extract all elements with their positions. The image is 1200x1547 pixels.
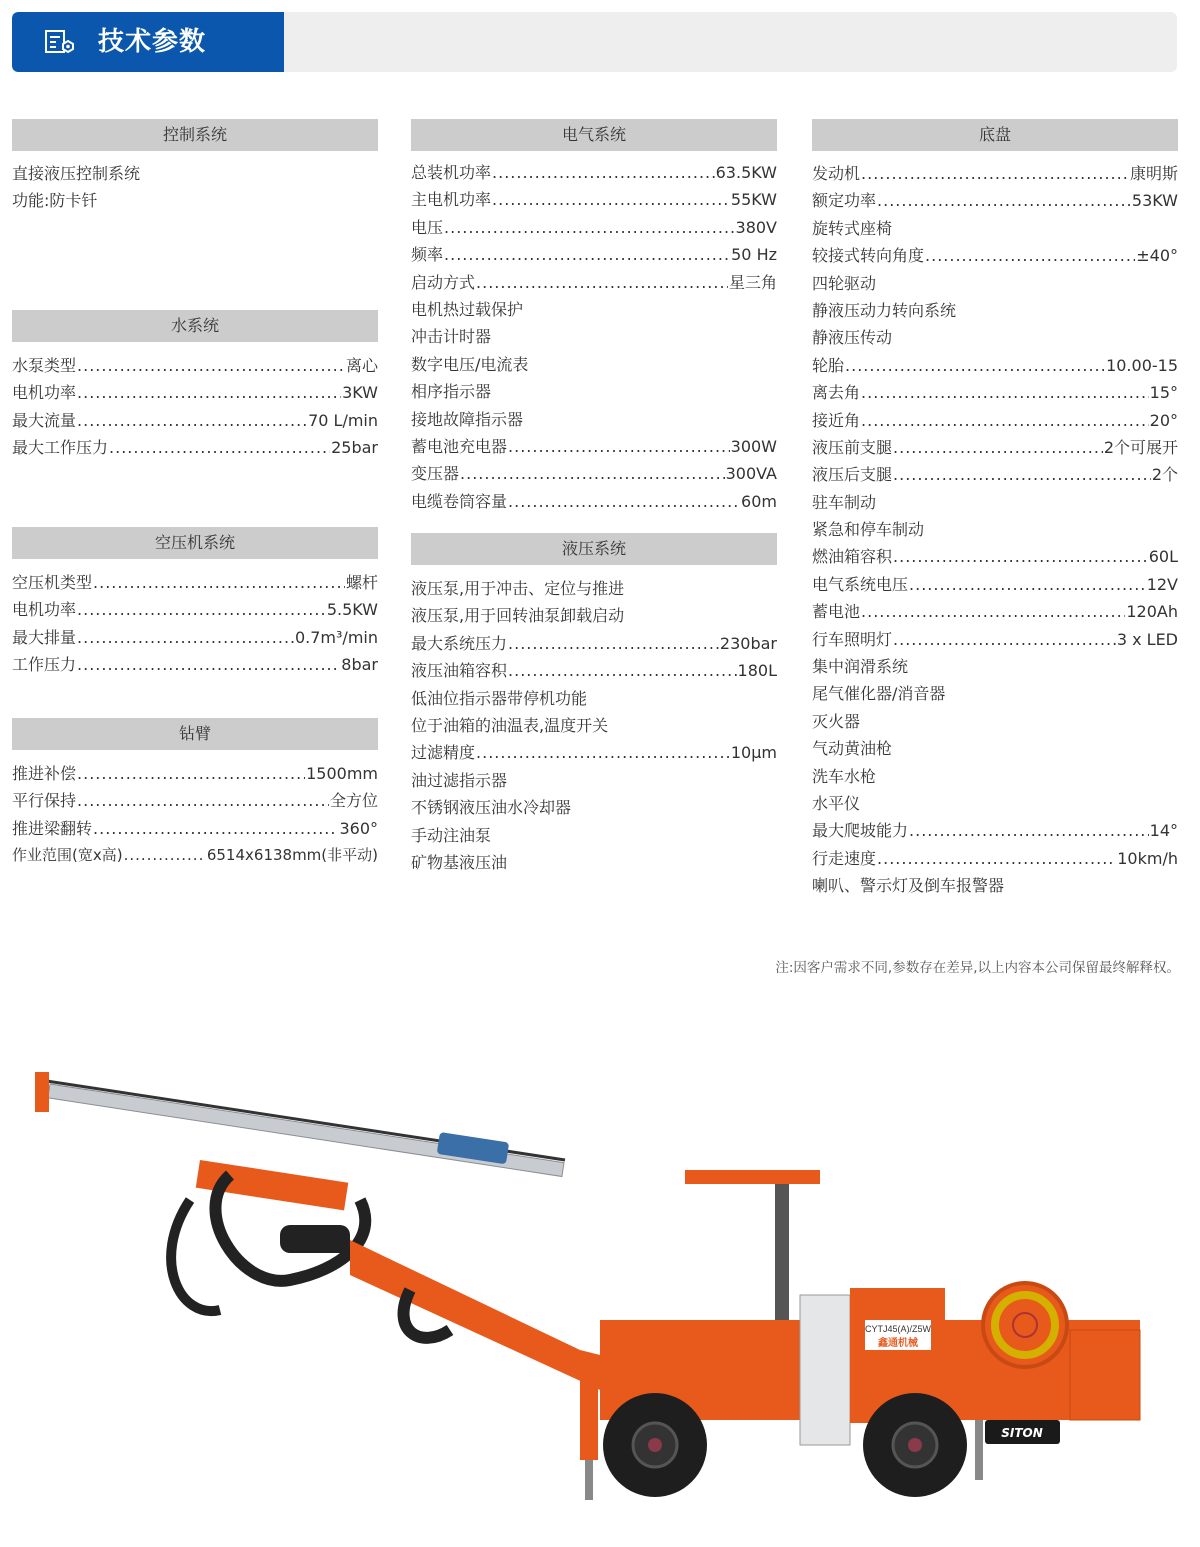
spec-list xyxy=(12,342,378,462)
dot-leader xyxy=(508,488,740,515)
spec-row xyxy=(812,160,1178,187)
spec-row xyxy=(812,598,1178,625)
spec-label: 较接式转向角度 xyxy=(812,246,925,266)
spec-value: 180L xyxy=(737,661,777,681)
drill-boom-graphic xyxy=(35,1072,620,1500)
dot-leader xyxy=(77,760,305,787)
spec-value: 5.5KW xyxy=(326,600,378,620)
spec-row xyxy=(812,571,1178,598)
spec-label: 启动方式 xyxy=(411,272,476,292)
spec-label: 推进梁翻转 xyxy=(12,818,93,838)
spec-label: 电缆卷筒容量 xyxy=(411,491,508,511)
dot-leader xyxy=(492,186,730,213)
spec-row xyxy=(812,242,1178,269)
spec-row xyxy=(812,735,1178,762)
section-header: 电气系统 xyxy=(411,119,777,151)
spec-row xyxy=(812,817,1178,844)
spec-label: 额定功率 xyxy=(812,191,877,211)
spec-label: 静液压动力转向系统 xyxy=(812,300,957,320)
spec-row xyxy=(411,241,777,268)
dot-leader xyxy=(861,598,1125,625)
spec-label: 工作压力 xyxy=(12,655,77,675)
spec-label: 液压油箱容积 xyxy=(411,661,508,681)
spec-label: 驻车制动 xyxy=(812,492,877,512)
spec-row xyxy=(812,763,1178,790)
dot-leader xyxy=(925,242,1135,269)
dot-leader xyxy=(77,651,340,678)
title-bar xyxy=(12,12,1177,72)
spec-label: 紧急和停车制动 xyxy=(812,520,925,540)
spec-value: 0.7m³/min xyxy=(294,627,378,647)
dot-leader xyxy=(492,159,715,186)
spec-row xyxy=(411,685,777,712)
spec-row xyxy=(12,815,378,842)
spec-value: 70 L/min xyxy=(308,410,378,430)
spec-label: 灭火器 xyxy=(812,711,861,731)
spec-row xyxy=(411,460,777,487)
page-title: 技术参数 xyxy=(98,27,207,57)
spec-label: 水平仪 xyxy=(812,793,861,813)
spec-value: 360° xyxy=(339,818,378,838)
dot-leader xyxy=(508,630,719,657)
spec-value: 10.00-15 xyxy=(1106,355,1178,375)
spec-value: 300W xyxy=(730,436,777,456)
spec-row xyxy=(411,822,777,849)
spec-label: 集中润滑系统 xyxy=(812,657,909,677)
spec-row xyxy=(812,872,1178,899)
spec-value: 60m xyxy=(741,491,777,511)
disclaimer-note: 注:因客户需求不同,参数存在差异,以上内容本公司保留最终解释权。 xyxy=(775,960,1180,976)
brand-en-label: SITON xyxy=(1001,1426,1043,1440)
spec-label: 功能:防卡钎 xyxy=(12,191,98,211)
spec-row xyxy=(411,712,777,739)
spec-label: 油过滤指示器 xyxy=(411,770,508,790)
section-header: 控制系统 xyxy=(12,119,378,151)
spec-row xyxy=(411,602,777,629)
spec-label: 不锈钢液压油水冷却器 xyxy=(411,798,572,818)
brand-cn-label: 鑫通机械 xyxy=(878,1338,918,1349)
dot-leader xyxy=(508,657,737,684)
dot-leader xyxy=(909,817,1149,844)
spec-row xyxy=(411,794,777,821)
spec-row xyxy=(12,596,378,623)
spec-label: 接地故障指示器 xyxy=(411,409,524,429)
spec-value: 15° xyxy=(1149,383,1178,403)
spec-value: 380V xyxy=(735,217,777,237)
spec-list xyxy=(411,565,777,876)
dot-leader xyxy=(124,842,206,869)
spec-row xyxy=(812,543,1178,570)
spec-value: 3 x LED xyxy=(1116,629,1178,649)
spec-label: 燃油箱容积 xyxy=(812,547,893,567)
spec-label: 液压前支腿 xyxy=(812,437,893,457)
spec-label: 尾气催化器/消音器 xyxy=(812,684,946,704)
spec-row xyxy=(411,323,777,350)
chassis-graphic xyxy=(600,1170,1140,1497)
spec-row xyxy=(411,186,777,213)
spec-label: 发动机 xyxy=(812,164,861,183)
spec-label: 喇叭、警示灯及倒车报警器 xyxy=(812,876,1005,896)
spec-row xyxy=(812,708,1178,735)
section-control-system xyxy=(12,119,378,215)
spec-row xyxy=(812,324,1178,351)
spec-label: 离去角 xyxy=(812,383,861,403)
section-water-system xyxy=(12,310,378,462)
dot-leader xyxy=(877,845,1116,872)
spec-label: 总装机功率 xyxy=(411,163,492,182)
dot-leader xyxy=(476,739,730,766)
spec-value: 25bar xyxy=(331,438,378,458)
section-header: 钻臂 xyxy=(12,718,378,750)
drill-rig-illustration xyxy=(20,1060,1180,1530)
dot-leader xyxy=(444,214,735,241)
spec-value: 20° xyxy=(1149,410,1178,430)
spec-row xyxy=(411,406,777,433)
spec-value: 63.5KW xyxy=(715,163,777,182)
spec-row xyxy=(12,760,378,787)
spec-row xyxy=(812,297,1178,324)
spec-label: 蓄电池 xyxy=(812,602,861,622)
spec-label: 液压泵,用于冲击、定位与推进 xyxy=(411,579,625,598)
section-header: 水系统 xyxy=(12,310,378,342)
spec-row xyxy=(411,378,777,405)
spec-row xyxy=(411,488,777,515)
dot-leader xyxy=(476,269,728,296)
spec-row xyxy=(411,351,777,378)
spec-row xyxy=(812,790,1178,817)
spec-row xyxy=(411,739,777,766)
spec-value: 8bar xyxy=(341,655,378,675)
spec-row xyxy=(812,407,1178,434)
spec-label: 冲击计时器 xyxy=(411,327,492,347)
spec-row xyxy=(411,767,777,794)
spec-label: 频率 xyxy=(411,245,444,265)
spec-value: 离心 xyxy=(345,356,378,375)
spec-row xyxy=(812,516,1178,543)
spec-row xyxy=(411,269,777,296)
dot-leader xyxy=(77,379,341,406)
spec-row xyxy=(12,434,378,461)
spec-row xyxy=(812,845,1178,872)
spec-row xyxy=(411,159,777,186)
spec-row xyxy=(411,575,777,602)
spec-label: 旋转式座椅 xyxy=(812,218,893,238)
spec-value: 螺杆 xyxy=(345,573,378,592)
spec-label: 手动注油泵 xyxy=(411,825,492,845)
dot-leader xyxy=(93,815,338,842)
spec-value: 2个 xyxy=(1151,465,1178,485)
spec-row xyxy=(812,379,1178,406)
spec-label: 洗车水枪 xyxy=(812,766,877,786)
spec-list xyxy=(812,151,1178,900)
dot-leader xyxy=(861,160,1129,187)
spec-label: 轮胎 xyxy=(812,355,845,375)
dot-leader xyxy=(77,596,326,623)
spec-label: 电机功率 xyxy=(12,383,77,403)
spec-label: 液压泵,用于回转油泵卸载启动 xyxy=(411,606,625,626)
spec-value: 300VA xyxy=(725,464,777,484)
spec-label: 气动黄油枪 xyxy=(812,739,893,759)
spec-label: 电机热过载保护 xyxy=(411,299,524,319)
dot-leader xyxy=(93,569,345,596)
section-header: 底盘 xyxy=(812,119,1178,151)
spec-label: 电气系统电压 xyxy=(812,574,909,594)
section-electrical-system xyxy=(411,119,777,515)
spec-value: 10km/h xyxy=(1117,848,1178,868)
spec-label: 矿物基液压油 xyxy=(411,852,508,872)
spec-label: 最大系统压力 xyxy=(411,633,508,653)
spec-value: 星三角 xyxy=(728,272,777,292)
spec-value: ±40° xyxy=(1136,246,1178,266)
spec-row xyxy=(12,379,378,406)
spec-row xyxy=(12,842,378,869)
spec-value: 55KW xyxy=(730,190,777,210)
model-label: CYTJ45(A)/Z5W xyxy=(864,1324,932,1334)
spec-label: 蓄电池充电器 xyxy=(411,436,508,456)
dot-leader xyxy=(109,434,330,461)
spec-value: 康明斯 xyxy=(1129,164,1178,183)
spec-row xyxy=(812,680,1178,707)
dot-leader xyxy=(77,787,329,814)
dot-leader xyxy=(460,460,725,487)
dot-leader xyxy=(893,543,1148,570)
spec-value: 60L xyxy=(1148,547,1178,567)
spec-row xyxy=(12,407,378,434)
spec-list xyxy=(12,151,378,215)
spec-label: 作业范围(宽x高) xyxy=(12,846,123,865)
dot-leader xyxy=(444,241,730,268)
spec-label: 空压机类型 xyxy=(12,573,93,592)
spec-label: 行走速度 xyxy=(812,848,877,868)
spec-row xyxy=(411,214,777,241)
spec-row xyxy=(12,651,378,678)
spec-row xyxy=(812,352,1178,379)
spec-row xyxy=(812,434,1178,461)
spec-label: 数字电压/电流表 xyxy=(411,354,529,374)
spec-label: 最大排量 xyxy=(12,627,77,647)
spec-label: 电机功率 xyxy=(12,600,77,620)
dot-leader xyxy=(893,626,1116,653)
dot-leader xyxy=(845,352,1105,379)
spec-label: 变压器 xyxy=(411,464,460,484)
spec-value: 230bar xyxy=(719,633,777,653)
dot-leader xyxy=(861,379,1149,406)
dot-leader xyxy=(861,407,1149,434)
spec-value: 3KW xyxy=(342,383,378,403)
spec-row xyxy=(812,653,1178,680)
spec-label: 静液压传动 xyxy=(812,328,893,348)
spec-document-gear-icon xyxy=(44,30,76,54)
spec-value: 53KW xyxy=(1131,191,1178,211)
spec-row xyxy=(411,433,777,460)
spec-value: 14° xyxy=(1149,821,1178,841)
spec-value: 120Ah xyxy=(1126,602,1178,622)
spec-label: 低油位指示器带停机功能 xyxy=(411,688,588,708)
spec-row xyxy=(411,630,777,657)
section-header: 液压系统 xyxy=(411,533,777,565)
spec-list xyxy=(12,559,378,679)
section-hydraulic-system xyxy=(411,533,777,876)
spec-row xyxy=(12,187,378,214)
spec-row xyxy=(12,352,378,379)
spec-label: 位于油箱的油温表,温度开关 xyxy=(411,715,609,735)
spec-row xyxy=(812,270,1178,297)
section-chassis xyxy=(812,119,1178,900)
spec-row xyxy=(812,187,1178,214)
spec-value: 50 Hz xyxy=(731,245,777,265)
spec-value: 6514x6138mm(非平动) xyxy=(206,846,378,865)
spec-label: 电压 xyxy=(411,217,444,237)
spec-row xyxy=(411,296,777,323)
spec-value: 全方位 xyxy=(329,791,378,811)
spec-label: 最大工作压力 xyxy=(12,438,109,458)
spec-row xyxy=(12,787,378,814)
dot-leader xyxy=(909,571,1146,598)
spec-label: 液压后支腿 xyxy=(812,465,893,485)
dot-leader xyxy=(508,433,730,460)
spec-label: 直接液压控制系统 xyxy=(12,164,141,183)
spec-label: 最大流量 xyxy=(12,410,77,430)
spec-row xyxy=(812,461,1178,488)
spec-list xyxy=(411,151,777,515)
spec-list xyxy=(12,750,378,870)
dot-leader xyxy=(77,624,294,651)
spec-label: 推进补偿 xyxy=(12,764,77,783)
title-tab xyxy=(12,12,284,72)
dot-leader xyxy=(77,407,307,434)
spec-label: 主电机功率 xyxy=(411,190,492,210)
spec-value: 10μm xyxy=(730,743,777,763)
section-drill-boom xyxy=(12,718,378,870)
spec-row xyxy=(411,657,777,684)
spec-row xyxy=(12,160,378,187)
dot-leader xyxy=(893,461,1151,488)
spec-label: 平行保持 xyxy=(12,791,77,811)
spec-value: 2个可展开 xyxy=(1103,437,1178,457)
spec-row xyxy=(411,849,777,876)
spec-row xyxy=(12,569,378,596)
dot-leader xyxy=(893,434,1103,461)
section-compressor-system xyxy=(12,527,378,679)
spec-value: 1500mm xyxy=(306,764,378,783)
dot-leader xyxy=(77,352,345,379)
spec-row xyxy=(812,626,1178,653)
spec-label: 水泵类型 xyxy=(12,356,77,375)
spec-row xyxy=(12,624,378,651)
spec-label: 四轮驱动 xyxy=(812,273,877,293)
spec-label: 相序指示器 xyxy=(411,382,492,402)
spec-label: 过滤精度 xyxy=(411,743,476,763)
section-header: 空压机系统 xyxy=(12,527,378,559)
dot-leader xyxy=(877,187,1131,214)
spec-label: 接近角 xyxy=(812,410,861,430)
spec-label: 最大爬坡能力 xyxy=(812,821,909,841)
spec-value: 12V xyxy=(1146,574,1178,594)
spec-row xyxy=(812,489,1178,516)
spec-row xyxy=(812,215,1178,242)
spec-label: 行车照明灯 xyxy=(812,629,893,649)
